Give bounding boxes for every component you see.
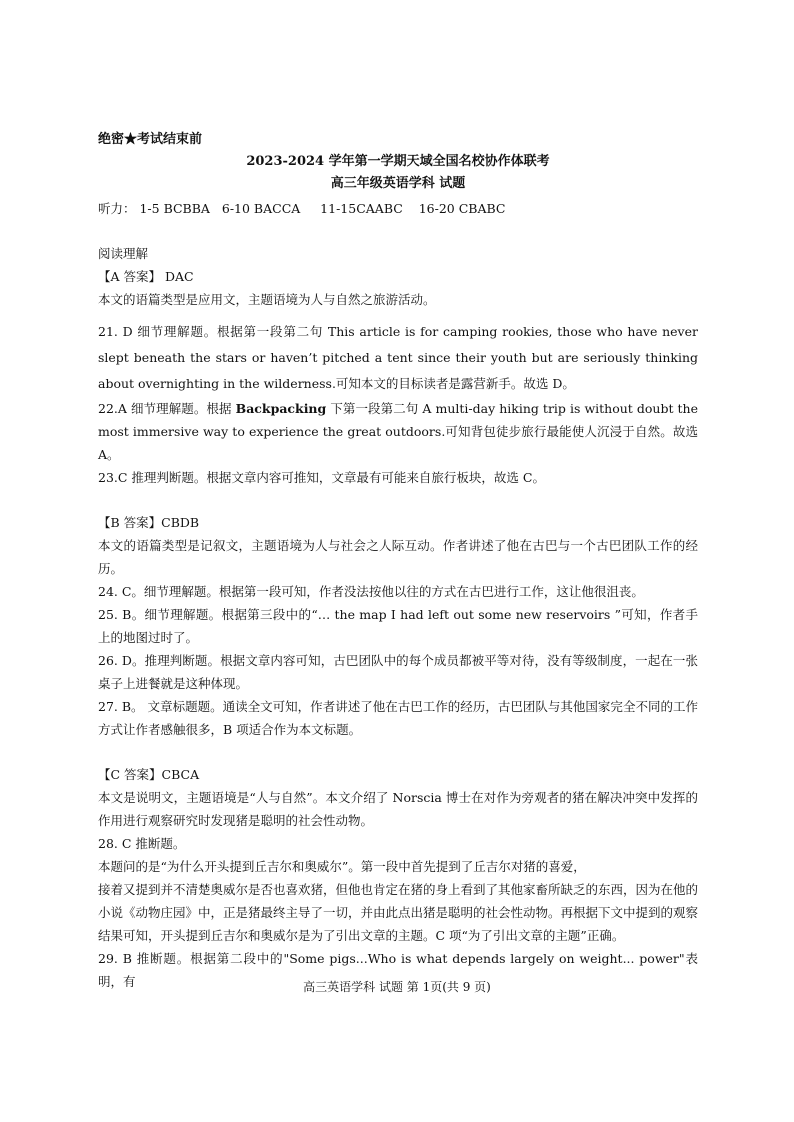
q26-explanation: 26. D。推理判断题。根据文章内容可知，古巴团队中的每个成员都被平等对待，没有等级制度，一起在一张桌子上进餐就是这种体现。: [98, 653, 698, 691]
section-c-intro: 本文是说明文，主题语境是“人与自然”。本文介绍了 Norscia 博士在对作为旁观者的猪在解决冲突中发挥的作用进行观察研究时发现猪是聪明的社会性动物。: [98, 790, 698, 828]
q22-prefix: 22.A 细节理解题。根据: [98, 401, 236, 416]
q23-explanation: 23.C 推理判断题。根据文章内容可推知，文章最有可能来自旅行板块，故选 C。: [98, 470, 545, 485]
q22-bold-term: Backpacking: [235, 401, 327, 416]
q28-line2: 接着又提到并不清楚奥威尔是否也喜欢猪，但他也肯定在猪的身上看到了其他家畜所缺乏的东西，因为在他的小说《动物庄园》中，正是猪最终主导了一切，并由此点出猪是聪明的社会性动物。再根据下文中提到的观察结果可知，开头提到丘吉尔和奥威尔是为了引出文章的主题。C 项“为了引出文章的主题”正确。: [98, 882, 699, 943]
section-a-intro: 本文的语篇类型是应用文，主题语境为人与自然之旅游活动。: [98, 292, 436, 307]
section-b-answer: 【B 答案】CBDB: [98, 515, 200, 530]
listening-answers: 听力： 1-5 BCBBA 6-10 BACCA 11-15CAABC 16-20 CBABC: [98, 201, 506, 216]
q28-heading: 28. C 推断题。: [98, 836, 186, 851]
page-footer: 高三英语学科 试题 第 1页(共 9 页): [303, 980, 491, 994]
exam-title-line1: 2023-2024 学年第一学期天域全国名校协作体联考: [246, 154, 550, 169]
q28-line1: 本题问的是“为什么开头提到丘吉尔和奥威尔”。第一段中首先提到了丘吉尔对猪的喜爱，: [98, 859, 586, 874]
q29-explanation: 29. B 推断题。根据第二段中的"Some pigs...Who is what depends largely on weight... power"表明，有: [98, 951, 698, 989]
document-page: [98, 128, 698, 993]
reading-heading: 阅读理解: [98, 246, 149, 261]
q22-explanation: [98, 397, 698, 466]
q25-explanation: 25. B。细节理解题。根据第三段中的“… the map I had left out some new reservoirs ”可知，作者手上的地图过时了。: [98, 607, 698, 645]
q24-explanation: 24. C。细节理解题。根据第一段可知，作者没法按他以往的方式在古巴进行工作，这让他很沮丧。: [98, 584, 644, 599]
confidential-label: 绝密★考试结束前: [98, 132, 203, 147]
q27-explanation: 27. B。 文章标题题。通读全文可知，作者讲述了他在古巴工作的经历，古巴团队与其他国家完全不同的工作方式让作者感触很多，B 项适合作为本文标题。: [98, 699, 698, 737]
section-b-intro: 本文的语篇类型是记叙文，主题语境为人与社会之人际互动。作者讲述了他在古巴与一个古巴团队工作的经历。: [98, 538, 698, 576]
q22-rest: 下第一段第二句 A multi-day hiking trip is without doubt the most immersive way to experience the great outdoors.可知背包徒步旅行最能使人沉浸于自然。故选 A。: [98, 401, 698, 462]
section-c-answer: 【C 答案】CBCA: [98, 767, 200, 782]
exam-title-line2: 高三年级英语学科 试题: [330, 176, 466, 191]
q21-explanation: 21. D 细节理解题。根据第一段第二句 This article is for camping rookies, those who have never slept beneath the stars or haven’t pitched a tent since their youth but are seriously thinking about overnighting in the wilderness.可知本文的目标读者是露营新手。故选 D。: [98, 324, 698, 391]
section-a-answer: 【A 答案】 DAC: [98, 269, 194, 284]
